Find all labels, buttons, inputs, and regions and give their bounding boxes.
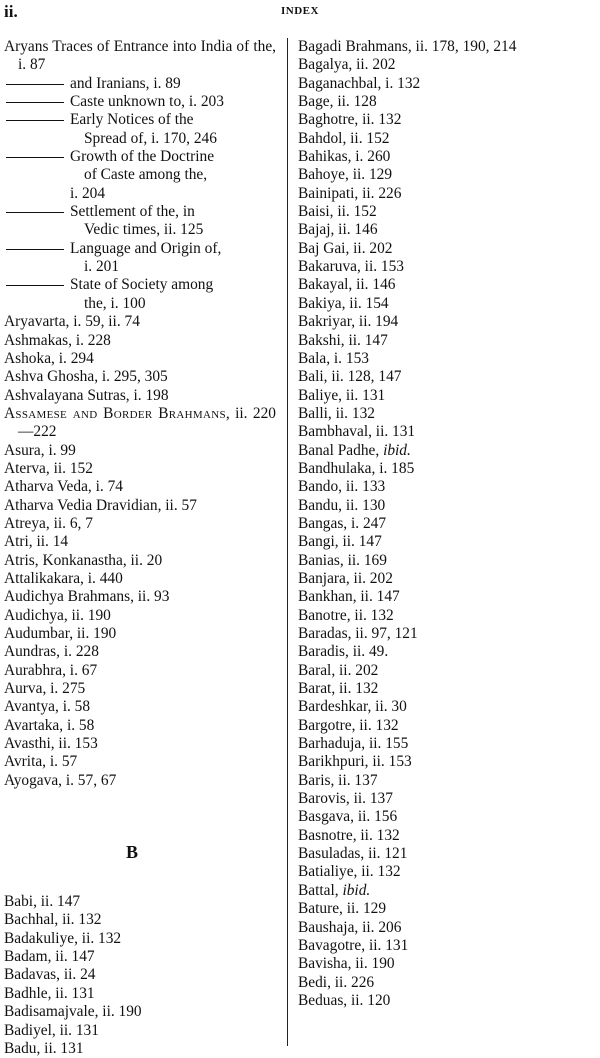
page-title: INDEX [281, 5, 319, 17]
index-entry-list [4, 893, 276, 1058]
sub-entry-text: Settlement of the, in [70, 203, 195, 221]
index-entry: Basuladas, ii. 121 [298, 845, 408, 863]
sub-entry-text: Caste unknown to, i. 203 [70, 93, 224, 111]
sub-entry-text: Language and Origin of, [70, 239, 222, 257]
index-entry: Atri, ii. 14 [4, 533, 69, 551]
index-entry: Banjara, ii. 202 [298, 569, 393, 587]
index-entry: Beduas, ii. 120 [298, 991, 391, 1009]
index-entry: Badam, ii. 147 [4, 948, 95, 966]
index-entry: Baral, ii. 202 [298, 661, 379, 679]
index-entry: Bandhulaka, i. 185 [298, 459, 415, 477]
index-entry: Aryavarta, i. 59, ii. 74 [4, 313, 140, 331]
index-entry: Bardeshkar, ii. 30 [298, 698, 407, 716]
sub-entry-text: Vedic times, ii. 125 [84, 221, 204, 239]
index-entry: Bakriyar, ii. 194 [298, 313, 399, 331]
index-entry: Atreya, ii. 6, 7 [4, 514, 93, 532]
index-entry: Atharva Veda, i. 74 [4, 478, 123, 496]
entry-text: India of the, i. 87 [18, 38, 276, 74]
sub-entry [4, 75, 276, 93]
index-entry: Bankhan, ii. 147 [298, 588, 400, 606]
sub-entry-text: Spread of, i. 170, 246 [84, 129, 217, 147]
index-entry: Audumbar, ii. 190 [4, 625, 117, 642]
page-header [0, 2, 600, 22]
index-entry: Balli, ii. 132 [298, 404, 375, 422]
sub-entry-text: i. 201 [84, 258, 120, 276]
index-entry: Bargotre, ii. 132 [298, 716, 399, 734]
index-entry: Baghotre, ii. 132 [298, 111, 402, 129]
index-entry: Atris, Konkanastha, ii. 20 [4, 551, 163, 569]
index-entry: Baris, ii. 137 [298, 771, 378, 789]
index-entry: Aurva, i. 275 [4, 680, 86, 698]
index-entry: Babi, ii. 147 [4, 893, 81, 911]
index-entry: Bainipati, ii. 226 [298, 184, 402, 202]
right-column [298, 38, 594, 1010]
index-entry: Bachhal, ii. 132 [4, 911, 102, 929]
index-entry: Banias, ii. 169 [298, 551, 387, 569]
index-entry: Bangi, ii. 147 [298, 533, 382, 551]
index-entry-aryans [4, 38, 276, 75]
index-entry: Atharva Vedia Dravidian, ii. 57 [4, 496, 197, 514]
index-entry: Basgava, ii. 156 [298, 808, 398, 826]
index-entry: Bagalya, ii. 202 [298, 56, 396, 74]
index-entry: Attalikakara, i. 440 [4, 569, 123, 587]
sub-entry-text: i. 204 [70, 184, 106, 202]
index-entry [298, 882, 594, 900]
sub-entry [4, 93, 276, 111]
sub-entry-text: Early Notices of the [70, 111, 194, 129]
index-entry: Barovis, ii. 137 [298, 790, 393, 808]
entry-heading-small-caps: Assamese and Border Brahmans [4, 404, 226, 422]
index-entry-list [298, 900, 594, 1010]
index-entry: Avrita, i. 57 [4, 753, 78, 771]
sub-entry-text: the, i. 100 [84, 294, 146, 312]
index-entry: Badu, ii. 131 [4, 1039, 84, 1057]
sub-entry [4, 240, 276, 277]
entry-reference: ibid. [342, 881, 371, 899]
index-entry: Bakiya, ii. 154 [298, 294, 389, 312]
index-entry: Bage, ii. 128 [298, 93, 377, 111]
index-entry: Bahikas, i. 260 [298, 148, 391, 166]
index-entry: Ashmakas, i. 228 [4, 331, 111, 349]
index-entry: Bandu, ii. 130 [298, 496, 386, 514]
index-entry: Ashoka, i. 294 [4, 349, 94, 367]
index-entry: Bavagotre, ii. 131 [298, 936, 409, 954]
sub-entry-text: State of Society among [70, 276, 214, 294]
sub-entry [4, 148, 276, 203]
index-entry-assamese [4, 405, 276, 442]
sub-entry-text: Growth of the Doctrine [70, 148, 215, 166]
index-entry-list [298, 460, 594, 882]
index-entry [298, 442, 594, 460]
index-entry: Badiyel, ii. 131 [4, 1021, 99, 1039]
index-entry: Aundras, i. 228 [4, 643, 99, 661]
index-entry: Badavas, ii. 24 [4, 966, 96, 984]
index-entry: Baradas, ii. 97, 121 [298, 625, 418, 642]
sub-entry-text: of Caste among the, [84, 166, 208, 184]
index-entry: Badisamajvale, ii. 190 [4, 1003, 142, 1021]
sub-entry [4, 203, 276, 240]
page-number: ii. [4, 2, 18, 21]
index-entry: Baj Gai, ii. 202 [298, 239, 393, 257]
index-entry: Badhle, ii. 131 [4, 984, 95, 1002]
index-entry: Avantya, i. 58 [4, 698, 91, 716]
left-column [4, 38, 276, 1058]
entry-reference: ibid. [383, 441, 411, 459]
index-entry: Ashvalayana Sutras, i. 198 [4, 386, 169, 404]
index-entry: Batialiye, ii. 132 [298, 863, 401, 881]
index-entry: Barat, ii. 132 [298, 680, 379, 698]
index-entry: Audichya, ii. 190 [4, 606, 111, 624]
index-entry: Bala, i. 153 [298, 349, 369, 367]
index-entry: Aurabhra, i. 67 [4, 661, 98, 679]
index-entry: Bagadi Brahmans, ii. 178, 190, 214 [298, 38, 517, 55]
index-entry: Baganachbal, i. 132 [298, 74, 421, 92]
index-entry: Avasthi, ii. 153 [4, 735, 98, 753]
index-entry: Bangas, i. 247 [298, 514, 387, 532]
entry-text: Banal Padhe, [298, 441, 384, 459]
sub-entry [4, 276, 276, 313]
index-entry: Audichya Brahmans, ii. 93 [4, 588, 170, 606]
index-entry: Ashva Ghosha, i. 295, 305 [4, 368, 168, 386]
index-entry: Baradis, ii. 49. [298, 643, 389, 661]
index-entry: Baisi, ii. 152 [298, 203, 377, 221]
index-entry-list [298, 38, 594, 442]
column-divider [287, 38, 288, 1046]
index-entry: Asura, i. 99 [4, 441, 76, 459]
entry-text: Battal, [298, 881, 343, 899]
section-letter: B [125, 842, 138, 863]
index-entry: Bambhaval, ii. 131 [298, 423, 416, 441]
index-entry: Bando, ii. 133 [298, 478, 386, 496]
index-entry: Ayogava, i. 57, 67 [4, 771, 117, 789]
index-entry: Bahoye, ii. 129 [298, 166, 393, 184]
index-entry: Avartaka, i. 58 [4, 716, 95, 734]
sub-entry-text: and Iranians, i. 89 [70, 74, 181, 92]
index-entry-list [4, 442, 276, 791]
index-entry: Bature, ii. 129 [298, 900, 387, 918]
index-entry: Bedi, ii. 226 [298, 973, 375, 991]
index-entry: Aterva, ii. 152 [4, 459, 93, 477]
sub-entry [4, 111, 276, 148]
index-entry: Baushaja, ii. 206 [298, 918, 402, 936]
entry-reference: , ii. 220—222 [18, 404, 276, 441]
index-entry: Basnotre, ii. 132 [298, 826, 400, 844]
index-entry-list [4, 313, 276, 405]
index-entry: Badakuliye, ii. 132 [4, 929, 122, 947]
index-entry: Banotre, ii. 132 [298, 606, 394, 624]
entry-text: Aryans Traces of Entrance into [4, 38, 197, 55]
index-entry: Bakshi, ii. 147 [298, 331, 388, 349]
index-entry: Bali, ii. 128, 147 [298, 368, 402, 386]
index-entry: Bavisha, ii. 190 [298, 955, 395, 973]
index-entry: Barikhpuri, ii. 153 [298, 753, 412, 771]
index-entry: Bahdol, ii. 152 [298, 129, 390, 147]
index-entry: Bakaruva, ii. 153 [298, 258, 404, 276]
index-entry: Bakayal, ii. 146 [298, 276, 396, 294]
index-entry: Baliye, ii. 131 [298, 386, 386, 404]
index-entry: Bajaj, ii. 146 [298, 221, 378, 239]
index-entry: Barhaduja, ii. 155 [298, 735, 409, 753]
